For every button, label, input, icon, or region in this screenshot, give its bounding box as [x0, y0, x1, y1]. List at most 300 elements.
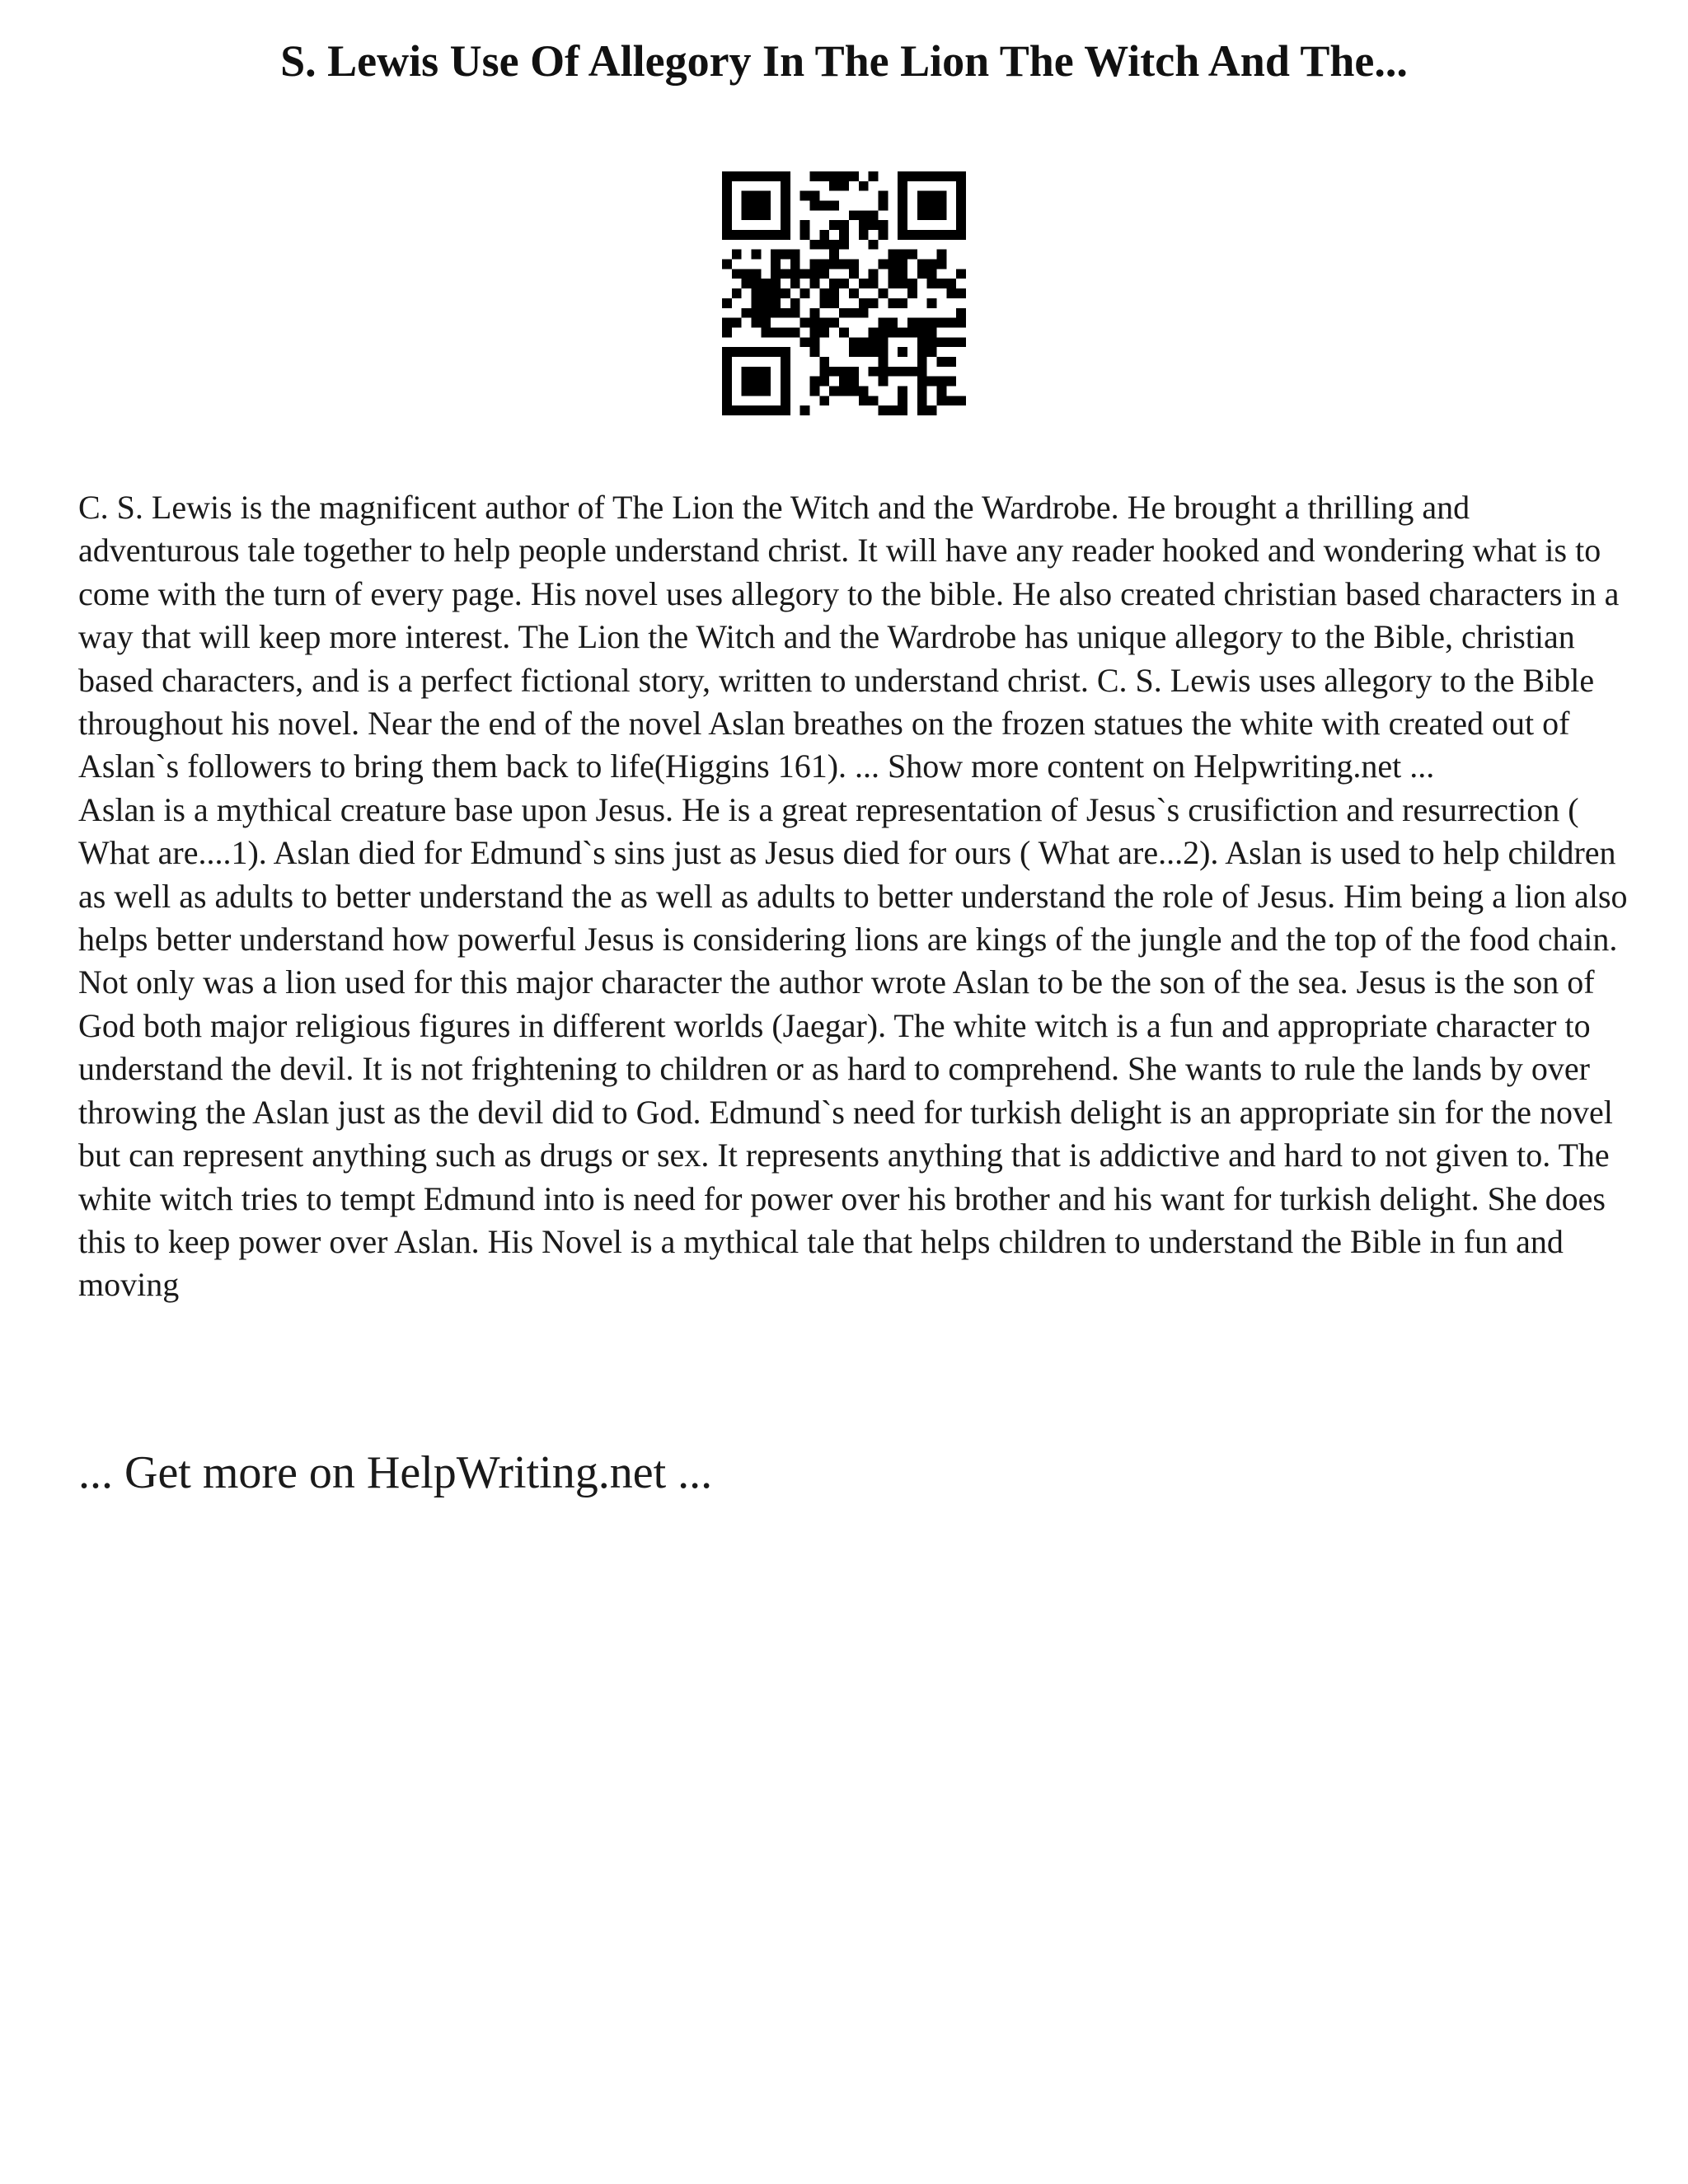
qr-module [849, 337, 859, 347]
qr-module [898, 327, 907, 337]
qr-module [917, 377, 927, 387]
qr-module [781, 269, 790, 279]
qr-module [927, 327, 937, 337]
qr-module [722, 230, 732, 240]
qr-module [742, 171, 752, 181]
qr-module [927, 405, 937, 415]
qr-module [946, 288, 956, 298]
qr-module [898, 171, 907, 181]
qr-module [917, 260, 927, 269]
qr-module [722, 260, 732, 269]
qr-module [898, 347, 907, 357]
qr-module [936, 337, 946, 347]
qr-module [917, 367, 927, 377]
qr-module [956, 210, 966, 220]
qr-module [742, 210, 752, 220]
qr-module [898, 279, 907, 288]
qr-module [917, 327, 927, 337]
qr-module [742, 230, 752, 240]
qr-module [752, 298, 762, 308]
qr-module [898, 405, 907, 415]
qr-module [917, 269, 927, 279]
qr-module [936, 357, 946, 367]
qr-module [956, 308, 966, 318]
qr-module [732, 347, 742, 357]
qr-module [752, 269, 762, 279]
qr-module [849, 260, 859, 269]
qr-module [956, 230, 966, 240]
article-body [78, 486, 1628, 1307]
qr-module [956, 220, 966, 230]
qr-module [956, 318, 966, 328]
qr-module [878, 318, 888, 328]
qr-module [722, 318, 732, 328]
qr-module [878, 260, 888, 269]
qr-module [956, 181, 966, 191]
qr-module [898, 220, 907, 230]
qr-module [781, 181, 790, 191]
qr-module [907, 288, 917, 298]
qr-module [781, 347, 790, 357]
qr-module [936, 191, 946, 201]
qr-module [917, 357, 927, 367]
page-title: S. Lewis Use Of Allegory In The Lion The Witch And The... [280, 36, 1408, 86]
qr-module [781, 386, 790, 396]
qr-module [819, 298, 829, 308]
qr-module [878, 357, 888, 367]
qr-module [800, 337, 810, 347]
qr-module [781, 201, 790, 211]
qr-module [742, 279, 752, 288]
qr-module [829, 220, 839, 230]
qr-module [878, 230, 888, 240]
qr-module [888, 367, 898, 377]
qr-module [752, 308, 762, 318]
qr-module [790, 260, 800, 269]
qr-module [888, 279, 898, 288]
qr-module [752, 171, 762, 181]
qr-module [956, 396, 966, 405]
qr-module [859, 396, 869, 405]
qr-module [810, 318, 820, 328]
qr-module [956, 171, 966, 181]
qr-module [869, 210, 879, 220]
qr-module [761, 367, 771, 377]
qr-module [742, 269, 752, 279]
qr-module [752, 288, 762, 298]
qr-module [917, 318, 927, 328]
qr-module [907, 171, 917, 181]
qr-module [927, 377, 937, 387]
qr-module [781, 191, 790, 201]
qr-module [839, 367, 849, 377]
qr-module [946, 230, 956, 240]
qr-module [917, 201, 927, 211]
qr-module [722, 377, 732, 387]
qr-module [927, 260, 937, 269]
qr-module [829, 386, 839, 396]
qr-module [878, 347, 888, 357]
qr-module [839, 279, 849, 288]
qr-module [878, 220, 888, 230]
qr-module [722, 367, 732, 377]
qr-module [927, 279, 937, 288]
qr-module [722, 181, 732, 191]
qr-module [752, 210, 762, 220]
qr-module [839, 181, 849, 191]
qr-module [742, 386, 752, 396]
qr-module [907, 327, 917, 337]
qr-module [742, 308, 752, 318]
qr-module [839, 308, 849, 318]
qr-module [810, 386, 820, 396]
qr-module [800, 220, 810, 230]
qr-module [722, 357, 732, 367]
qr-module [829, 171, 839, 181]
qr-module [956, 191, 966, 201]
qr-module [849, 347, 859, 357]
qr-module [829, 318, 839, 328]
qr-module [819, 318, 829, 328]
qr-module [761, 201, 771, 211]
qr-module [869, 298, 879, 308]
qr-module [927, 201, 937, 211]
qr-module [907, 250, 917, 260]
qr-module [781, 377, 790, 387]
qr-module [742, 191, 752, 201]
qr-module [722, 191, 732, 201]
qr-module [761, 347, 771, 357]
qr-module [839, 230, 849, 240]
qr-module [790, 269, 800, 279]
qr-module [742, 347, 752, 357]
qr-module [810, 279, 820, 288]
qr-module [849, 377, 859, 387]
qr-module [790, 298, 800, 308]
qr-module [810, 269, 820, 279]
qr-module [810, 240, 820, 250]
qr-module [946, 171, 956, 181]
qr-module [907, 230, 917, 240]
paragraph-1: C. S. Lewis is the magnificent author of The Lion the Witch and the Wardrobe. He brought a thrilling and adventurous tale together to help people understand christ. It will have any reader hooked and wondering what is to come with the turn of every page. His novel uses allegory to the bible. He also created christian based characters in a way that will keep more interest. The Lion the Witch and the Wardrobe has unique allegory to the Bible, christian based characters, and is a perfect fictional story, written to understand christ. C. S. Lewis uses allegory to the Bible throughout his novel. Near the end of the novel Aslan breathes on the frozen statues the white with created out of Aslan`s followers to bring them back to life(Higgins 161). ... Show more content on Helpwriting.net ... [78, 489, 1620, 785]
qr-module [878, 367, 888, 377]
qr-module [761, 308, 771, 318]
qr-module [917, 396, 927, 405]
qr-module [888, 327, 898, 337]
qr-module [800, 269, 810, 279]
qr-module [936, 396, 946, 405]
qr-module [859, 298, 869, 308]
qr-module [800, 405, 810, 415]
qr-module [898, 298, 907, 308]
qr-module [771, 250, 781, 260]
qr-module [869, 279, 879, 288]
qr-module [771, 288, 781, 298]
qr-module [722, 347, 732, 357]
qr-module [927, 269, 937, 279]
qr-module [790, 250, 800, 260]
qr-module [849, 210, 859, 220]
qr-module [927, 230, 937, 240]
qr-module [800, 288, 810, 298]
qr-module [829, 250, 839, 260]
qr-module [761, 298, 771, 308]
qr-module [819, 260, 829, 269]
qr-module [936, 377, 946, 387]
qr-module [936, 386, 946, 396]
qr-module [810, 191, 820, 201]
qr-module [722, 396, 732, 405]
qr-module [936, 318, 946, 328]
qr-module [829, 240, 839, 250]
qr-module [917, 171, 927, 181]
qr-module [771, 308, 781, 318]
qr-module [888, 298, 898, 308]
qr-module [781, 308, 790, 318]
qr-module [869, 240, 879, 250]
qr-module [888, 405, 898, 415]
qr-module [742, 201, 752, 211]
qr-module [849, 308, 859, 318]
qr-module [761, 191, 771, 201]
qr-module [849, 386, 859, 396]
qr-module [781, 250, 790, 260]
qr-module [829, 279, 839, 288]
qr-module [771, 230, 781, 240]
qr-module [771, 279, 781, 288]
qr-module [917, 337, 927, 347]
qr-module [888, 250, 898, 260]
qr-module [849, 288, 859, 298]
qr-module [781, 327, 790, 337]
qr-module [829, 367, 839, 377]
qr-module [761, 279, 771, 288]
qr-module [819, 171, 829, 181]
qr-module [917, 210, 927, 220]
qr-module [722, 201, 732, 211]
qr-module [898, 181, 907, 191]
qr-module [810, 171, 820, 181]
qr-module [800, 318, 810, 328]
qr-module [878, 377, 888, 387]
qr-module [946, 396, 956, 405]
qr-module [771, 260, 781, 269]
qr-module [819, 327, 829, 337]
qr-module [732, 288, 742, 298]
qr-module [927, 337, 937, 347]
qr-module [761, 377, 771, 387]
qr-module [790, 327, 800, 337]
qr-module [898, 250, 907, 260]
qr-module [888, 269, 898, 279]
qr-module [869, 347, 879, 357]
qr-module [771, 327, 781, 337]
qr-module [907, 318, 917, 328]
qr-module [722, 298, 732, 308]
qr-module [839, 386, 849, 396]
qr-module [859, 181, 869, 191]
qr-module [936, 171, 946, 181]
qr-module [781, 357, 790, 367]
qr-module [722, 386, 732, 396]
qr-module [878, 405, 888, 415]
qr-module [810, 327, 820, 337]
qr-module [927, 347, 937, 357]
qr-module [839, 220, 849, 230]
qr-module [956, 288, 966, 298]
qr-module [819, 269, 829, 279]
qr-module [771, 298, 781, 308]
qr-module [859, 337, 869, 347]
qr-module [810, 337, 820, 347]
qr-module [936, 260, 946, 269]
qr-module [771, 405, 781, 415]
qr-module [819, 288, 829, 298]
qr-module [878, 201, 888, 211]
qr-module [898, 396, 907, 405]
qr-module [761, 327, 771, 337]
qr-module [956, 269, 966, 279]
qr-module [878, 288, 888, 298]
qr-module [849, 171, 859, 181]
qr-module [790, 279, 800, 288]
qr-module [732, 250, 742, 260]
qr-module [859, 279, 869, 288]
qr-module [829, 298, 839, 308]
qr-module [781, 367, 790, 377]
qr-module [907, 279, 917, 288]
qr-module [849, 269, 859, 279]
qr-module [927, 210, 937, 220]
qr-module [898, 201, 907, 211]
qr-module [722, 220, 732, 230]
qr-module [946, 318, 956, 328]
qr-module [742, 377, 752, 387]
qr-module [839, 171, 849, 181]
get-more-link[interactable]: ... Get more on HelpWriting.net ... [78, 1447, 713, 1498]
qr-module [869, 396, 879, 405]
qr-module [839, 377, 849, 387]
qr-module [936, 279, 946, 288]
qr-module [946, 377, 956, 387]
qr-module [819, 230, 829, 240]
qr-module [839, 260, 849, 269]
qr-module [946, 357, 956, 367]
qr-module [742, 405, 752, 415]
qr-code-icon [722, 171, 966, 415]
qr-module [800, 191, 810, 201]
qr-module [829, 201, 839, 211]
qr-module [752, 250, 762, 260]
qr-module [956, 337, 966, 347]
qr-module [781, 220, 790, 230]
qr-module [917, 347, 927, 357]
qr-module [936, 250, 946, 260]
qr-module [761, 210, 771, 220]
qr-module [927, 171, 937, 181]
qr-module [752, 405, 762, 415]
qr-module [761, 386, 771, 396]
qr-module [878, 327, 888, 337]
qr-module [752, 386, 762, 396]
qr-module [819, 240, 829, 250]
qr-module [781, 405, 790, 415]
qr-module [722, 210, 732, 220]
qr-module [761, 288, 771, 298]
qr-module [819, 377, 829, 387]
qr-module [878, 191, 888, 201]
qr-module [859, 347, 869, 357]
qr-module [927, 298, 937, 308]
qr-module [869, 171, 879, 181]
qr-module [761, 230, 771, 240]
qr-module [732, 318, 742, 328]
qr-module [839, 240, 849, 250]
qr-module [898, 230, 907, 240]
qr-module [732, 171, 742, 181]
qr-module [800, 230, 810, 240]
qr-module [927, 191, 937, 201]
qr-module [849, 367, 859, 377]
qr-module [936, 230, 946, 240]
qr-module [859, 220, 869, 230]
qr-module [732, 405, 742, 415]
qr-module [917, 405, 927, 415]
qr-module [859, 386, 869, 396]
qr-module [898, 269, 907, 279]
qr-module [898, 191, 907, 201]
qr-module [898, 260, 907, 269]
qr-module [752, 279, 762, 288]
qr-module [771, 269, 781, 279]
qr-module [829, 288, 839, 298]
qr-module [732, 269, 742, 279]
qr-module [771, 171, 781, 181]
qr-module [907, 367, 917, 377]
qr-module [761, 318, 771, 328]
qr-module [898, 367, 907, 377]
qr-module [869, 367, 879, 377]
qr-module [790, 308, 800, 318]
qr-module [781, 288, 790, 298]
qr-module [819, 357, 829, 367]
qr-module [732, 230, 742, 240]
qr-module [869, 220, 879, 230]
qr-module [819, 396, 829, 405]
qr-module [869, 327, 879, 337]
qr-module [781, 396, 790, 405]
qr-module [917, 230, 927, 240]
qr-module [810, 377, 820, 387]
qr-module [917, 386, 927, 396]
qr-module [742, 367, 752, 377]
qr-module [936, 201, 946, 211]
qr-module [781, 210, 790, 220]
qr-code [722, 171, 966, 415]
qr-module [946, 337, 956, 347]
qr-module [722, 327, 732, 337]
qr-module [829, 181, 839, 191]
qr-module [888, 318, 898, 328]
qr-module [752, 318, 762, 328]
qr-module [781, 230, 790, 240]
qr-module [878, 337, 888, 347]
qr-module [752, 230, 762, 240]
qr-module [752, 191, 762, 201]
qr-module [810, 347, 820, 357]
qr-module [829, 260, 839, 269]
qr-module [888, 260, 898, 269]
